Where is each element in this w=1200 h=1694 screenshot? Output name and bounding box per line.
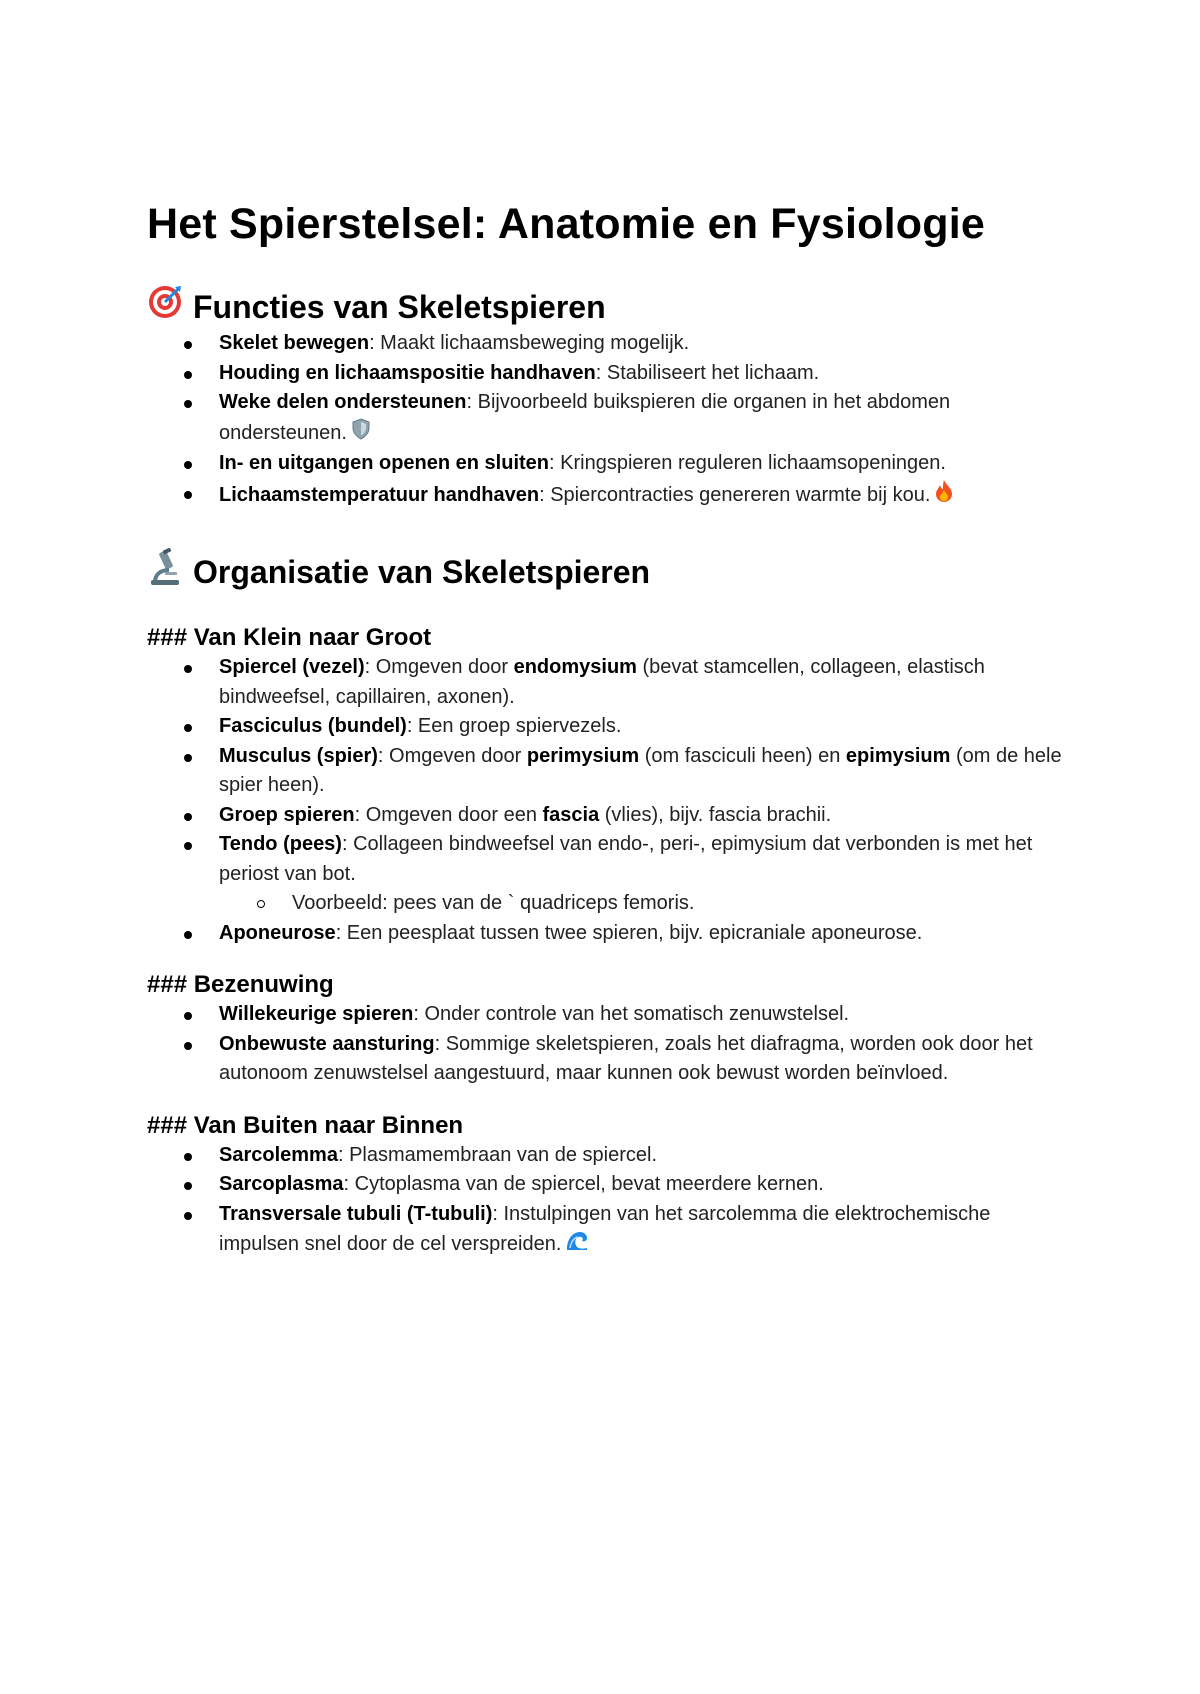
sub-list-item: Voorbeeld: pees van de ` quadriceps femoris. — [147, 889, 1067, 919]
item-term: Weke delen ondersteunen — [219, 391, 467, 413]
innervation-list — [147, 1000, 1067, 1089]
item-emphasis: epimysium — [845, 744, 951, 767]
item-text: : Sommige skeletspieren, zoals het diafragma, worden ook door het autonoom zenuwstelsel aangestuurd, maar kunnen ook bewust worden beïnvloed. — [219, 1032, 1033, 1084]
fire-icon — [934, 479, 954, 513]
list-item — [147, 742, 1067, 801]
item-text: : Instulpingen van het sarcolemma die elektrochemische impulsen snel door de cel verspreiden. — [219, 1202, 991, 1256]
item-term: Lichaamstemperatuur handhaven — [219, 483, 540, 506]
item-text: : Stabiliseert het lichaam. — [595, 361, 820, 384]
subheading-innervation: ### Bezenuwing — [147, 971, 334, 998]
item-text: : Collageen bindweefsel van endo-, peri-, epimysium dat verbonden is met het periost van bot. — [219, 833, 1033, 885]
item-text: : Bijvoorbeeld buikspieren die organen in het abdomen ondersteunen. — [219, 391, 951, 444]
item-text: (vlies), bijv. fascia brachii. — [599, 803, 832, 826]
item-emphasis: perimysium — [526, 744, 640, 767]
item-text: (om fasciculi heen) en — [639, 744, 846, 767]
item-term: Aponeurose — [219, 921, 336, 944]
list-item — [147, 388, 1067, 449]
item-text: : Maakt lichaamsbeweging mogelijk. — [369, 332, 690, 354]
item-term: Onbewuste aansturing — [219, 1032, 435, 1055]
item-text: : Cytoplasma van de spiercel, bevat meerdere kernen. — [343, 1173, 824, 1195]
item-term: Groep spieren — [219, 803, 355, 826]
microscope-icon — [147, 548, 183, 595]
item-term: Houding en lichaamspositie handhaven — [219, 361, 596, 384]
item-text: : Omgeven door een — [354, 803, 543, 826]
list-item — [147, 329, 1067, 359]
list-item — [147, 359, 1067, 389]
list-item — [147, 1030, 1067, 1089]
list-item — [147, 479, 1067, 513]
subheading-small-to-large: ### Van Klein naar Groot — [147, 624, 432, 651]
list-item — [147, 712, 1067, 742]
functions-list — [147, 329, 1067, 512]
heading-organisation — [147, 548, 1067, 595]
page-title: Het Spierstelsel: Anatomie en Fysiologie — [147, 200, 985, 248]
item-text: (bevat stamcellen, collageen, elastisch bindweefsel, capillairen, axonen). — [219, 656, 985, 708]
item-term: Fasciculus (bundel) — [219, 715, 407, 737]
list-item — [147, 1170, 1067, 1200]
list-item — [147, 919, 1067, 949]
shield-icon — [351, 418, 371, 450]
item-term: Transversale tubuli (T-tubuli) — [219, 1202, 493, 1225]
list-item — [147, 449, 1067, 479]
item-text: : Spiercontracties genereren warmte bij kou. — [539, 483, 931, 506]
item-term: Tendo (pees) — [219, 833, 342, 855]
list-item — [147, 801, 1067, 831]
heading-functions-text: Functies van Skeletspieren — [193, 288, 606, 325]
list-item — [147, 1200, 1067, 1261]
list-item — [147, 830, 1067, 889]
wave-icon — [565, 1229, 589, 1261]
item-text: : Kringspieren reguleren lichaamsopeningen. — [549, 452, 946, 474]
item-emphasis: endomysium — [513, 656, 637, 678]
item-text: : Omgeven door — [364, 656, 514, 678]
item-text: : Een peesplaat tussen twee spieren, bijv. epicraniale aponeurose. — [335, 921, 923, 944]
item-text: : Onder controle van het somatisch zenuwstelsel. — [413, 1003, 850, 1025]
item-term: Sarcolemma — [219, 1143, 338, 1166]
item-term: Musculus (spier) — [219, 744, 378, 767]
heading-functions — [147, 284, 1067, 329]
small-to-large-list — [147, 653, 1067, 948]
item-term: Skelet bewegen — [219, 332, 370, 354]
target-icon — [147, 284, 183, 329]
list-item — [147, 1141, 1067, 1171]
outside-in-list — [147, 1141, 1067, 1261]
item-term: Sarcoplasma — [219, 1173, 344, 1195]
item-text: : Plasmamembraan van de spiercel. — [337, 1143, 658, 1166]
item-emphasis: fascia — [542, 803, 600, 826]
item-text: : Omgeven door — [377, 744, 527, 767]
subheading-outside-in: ### Van Buiten naar Binnen — [147, 1111, 464, 1139]
list-item — [147, 653, 1067, 712]
heading-organisation-text: Organisatie van Skeletspieren — [193, 553, 651, 590]
item-term: Willekeurige spieren — [219, 1003, 414, 1025]
item-term: Spiercel (vezel) — [219, 656, 365, 678]
item-text: : Een groep spiervezels. — [406, 715, 622, 737]
item-text: (om de hele spier heen). — [219, 744, 1062, 796]
item-term: In- en uitgangen openen en sluiten — [219, 452, 550, 474]
document-content — [147, 198, 1067, 1261]
list-item — [147, 1000, 1067, 1030]
